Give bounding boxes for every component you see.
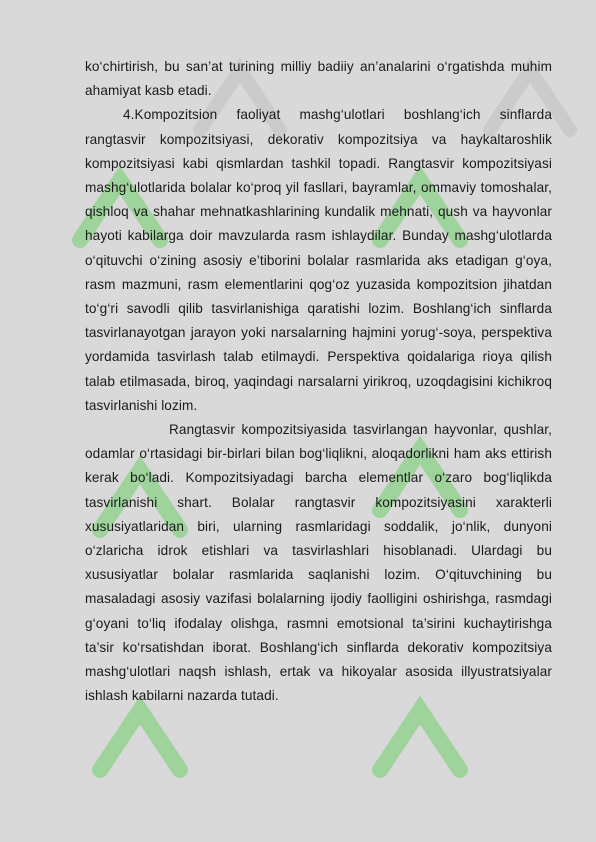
body-text bbox=[85, 55, 552, 708]
paragraph-continuation: ko‘chirtirish, bu san’at turining milliy badiiy an’analarini o‘rgatishda muhim ahamiyat kasb etadi. bbox=[85, 59, 552, 99]
paragraph-painting-composition: Rangtasvir kompozitsiyasida tasvirlangan hayvonlar, qushlar, odamlar o‘rtasidagi bir-birlari bilan bog‘liqlikni, aloqadorlikni ham aks ettirish kerak bo‘ladi. Kompozitsiyadagi barcha elementlar o‘zaro bog‘liqlikda tasvirlanishi shart. Bolalar rangtasvir kompozitsiyasini xarakterli xususiyatlaridan biri, ularning rasmlaridagi soddalik, jo‘nlik, dunyoni o‘zlaricha idrok etishlari va tasvirlashlari hisoblanadi. Ulardagi bu xususiyatlar bolalar rasmlarida saqlanishi lozim. O‘qituvchining bu masaladagi asosiy vazifasi bolalarning ijodiy faolligini oshirishga, rasmdagi g‘oyani to‘liq ifodalay olishga, rasmni emotsional ta’sirini kuchaytirishga ta’sir ko‘rsatishdan iborat. Boshlang‘ich sinflarda dekorativ kompozitsiya mashg‘ulotlari naqsh ishlash, ertak va hikoyalar asosida illyustratsiyalar ishlash kabilarni nazarda tutadi. bbox=[85, 422, 552, 704]
paragraph-composition-activities: 4.Kompozitsion faoliyat mashg‘ulotlari boshlang‘ich sinflarda rangtasvir kompozitsiyasi, dekorativ kompozitsiya va haykaltaroshlik kompozitsiyasi kabi qismlardan tashkil topadi. Rangtasvir kompozitsiyasi mashg‘ulotlarida bolalar ko‘proq yil fasllari, bayramlar, ommaviy tomoshalar, qishloq va shahar mehnatkashlarining kundalik mehnati, qush va hayvonlar hayoti kabilarga doir mavzularda rasm ishlaydilar. Bunday mashg‘ulotlarda o‘qituvchi o‘zining asosiy e’tiborini bolalar rasmlarida aks etadigan g‘oya, rasm mazmuni, rasm elementlarini qog‘oz yuzasida kompozitsion jihatdan to‘g‘ri savodli qilib tasvirlanishiga qaratishi lozim. Boshlang‘ich sinflarda tasvirlanayotgan jarayon yoki narsalarning hajmini yorug‘-soya, perspektiva yordamida tasvirlash talab etilmaydi. Perspektiva qoidalariga rioya qilish talab etilmasada, biroq, yaqindagi narsalarni yirikroq, uzoqdagisini kichikroq tasvirlanishi lozim. bbox=[85, 107, 552, 413]
